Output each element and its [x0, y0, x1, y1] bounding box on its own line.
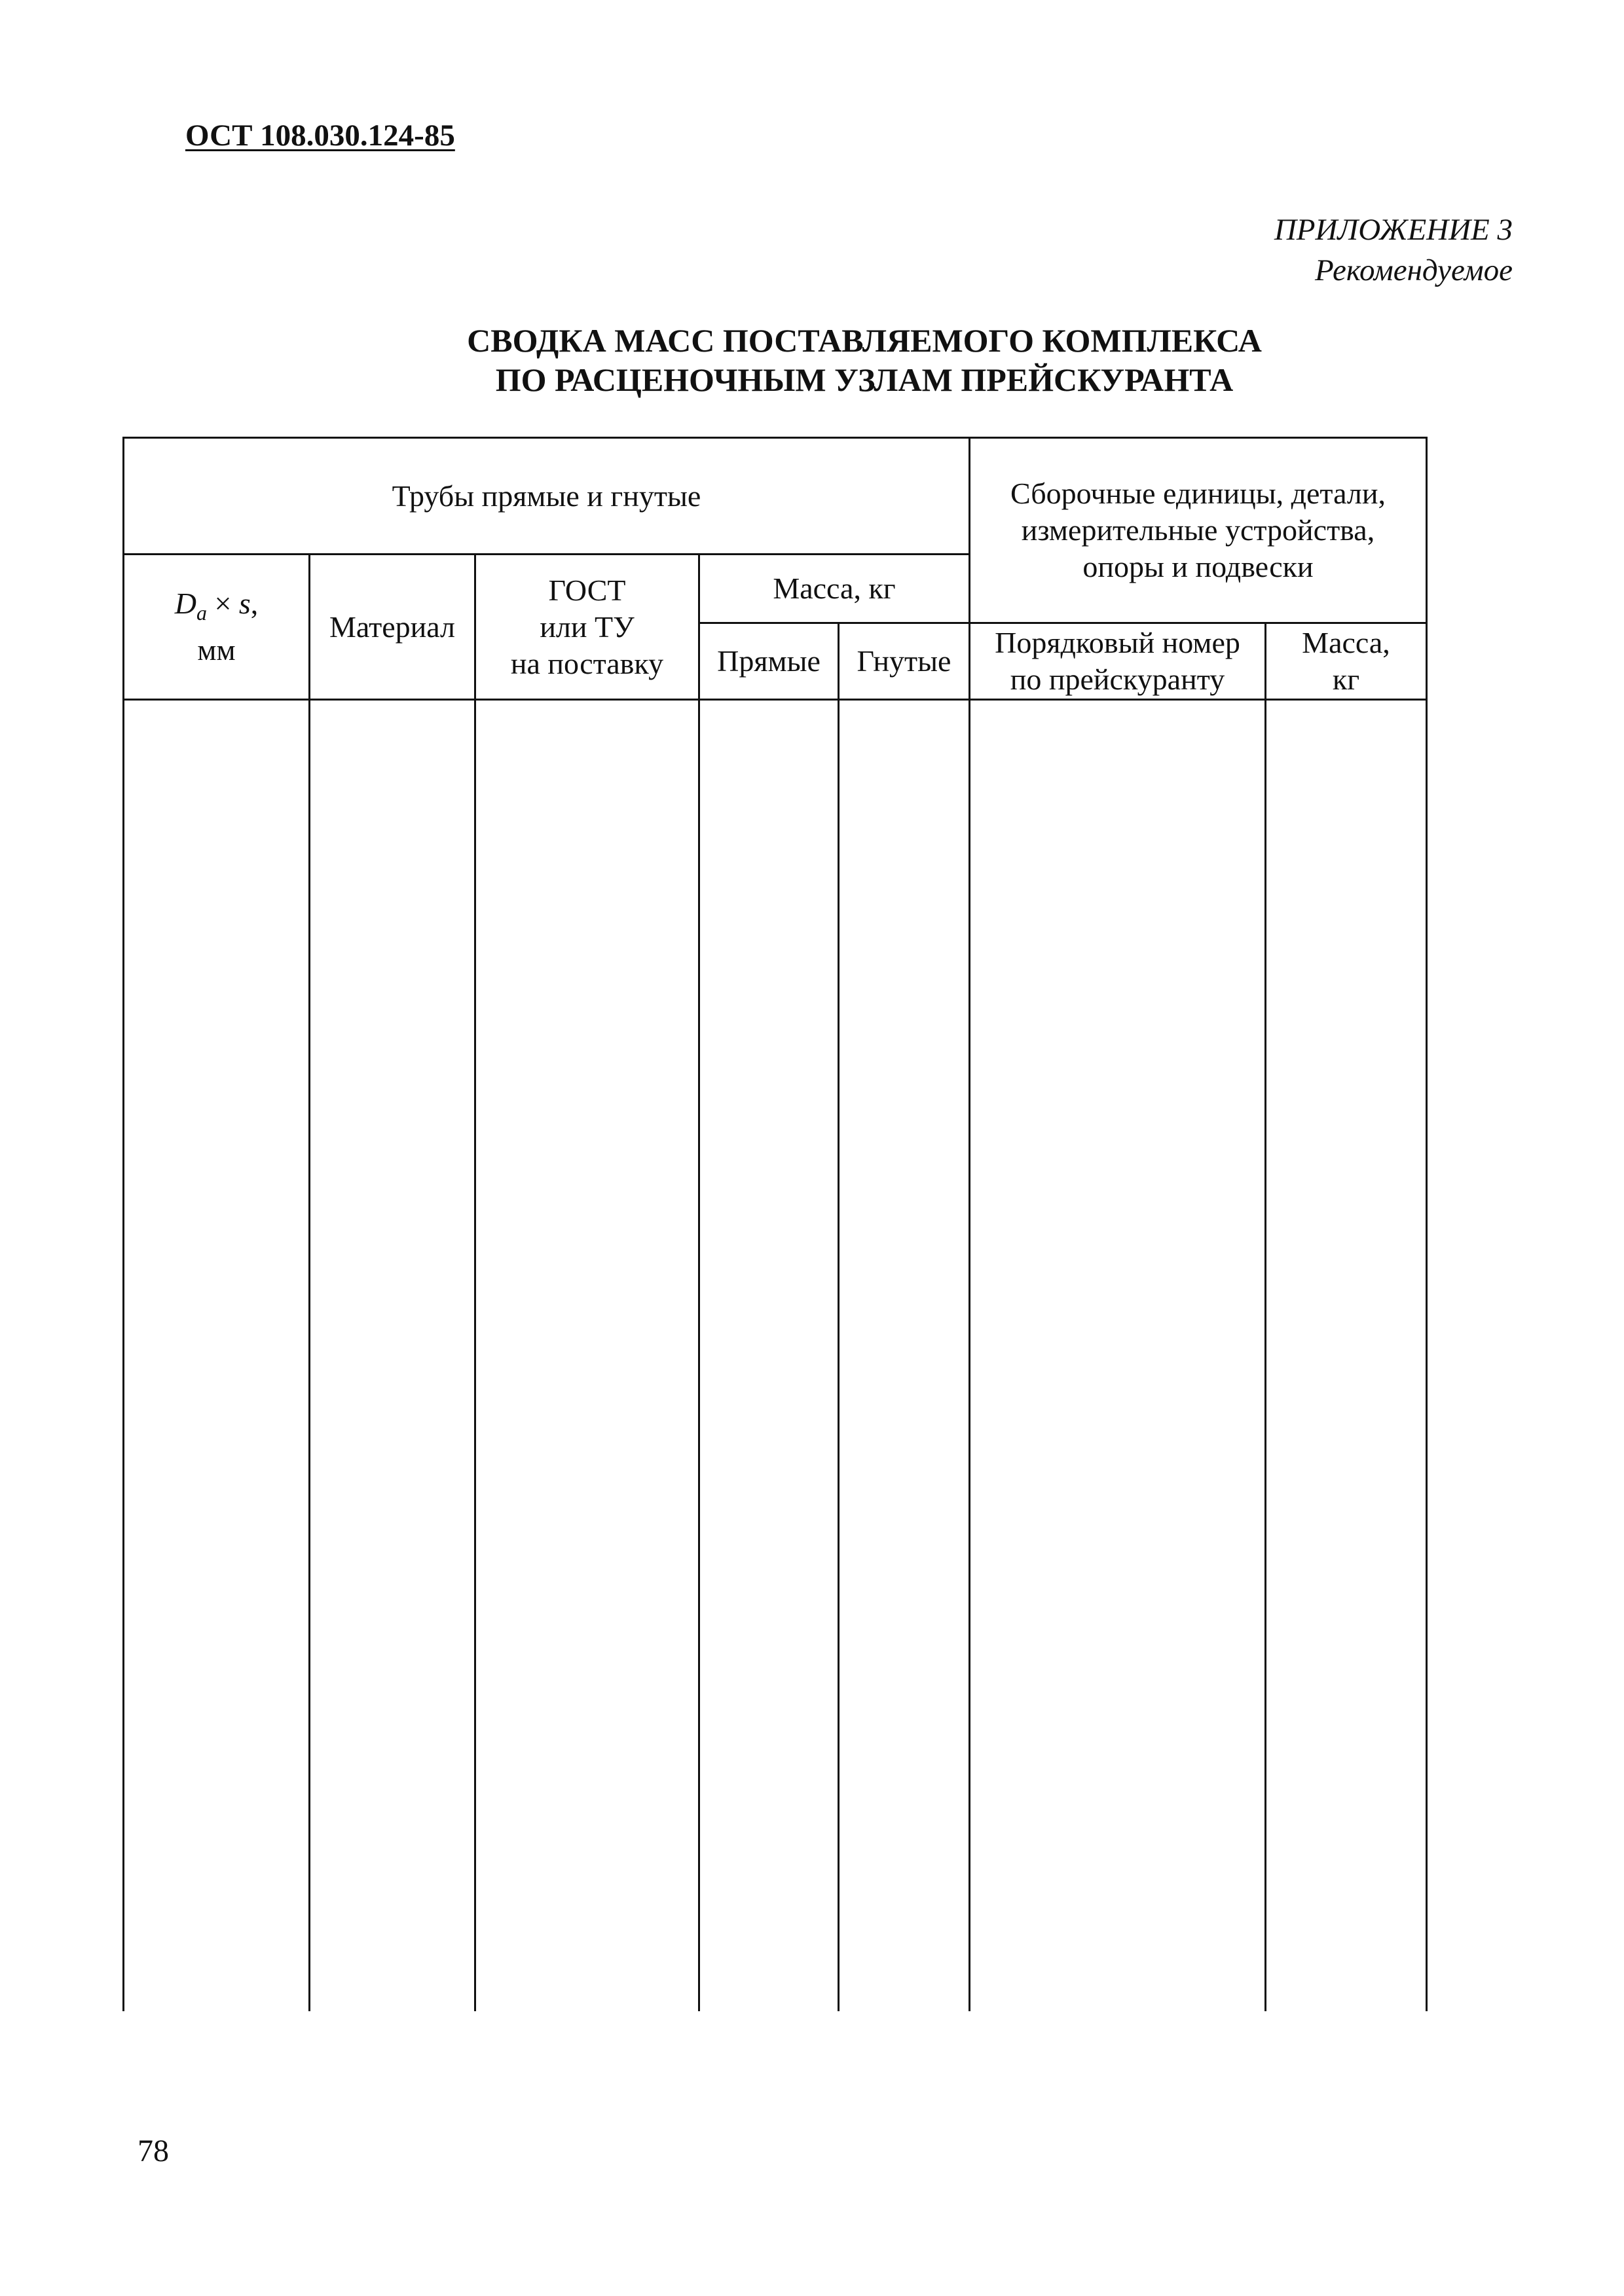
col-divider-material	[308, 553, 310, 2011]
page-number: 78	[138, 2134, 169, 2168]
col-divider-assembly-mass	[1264, 622, 1266, 2011]
assemblies-label-line-3: опоры и подвески	[1082, 550, 1314, 583]
col-divider-standard	[474, 553, 476, 2011]
assemblies-label-line-2: измерительные устройства,	[1021, 513, 1375, 547]
header-straight	[700, 624, 838, 699]
col-divider-mass	[698, 553, 700, 2011]
price-number-line-1: Порядковый номер	[995, 626, 1240, 659]
table-right-border	[1426, 437, 1428, 2011]
header-standard	[476, 555, 698, 699]
standard-label-line-2: или ТУ	[540, 610, 635, 644]
dimension-formula: $D_a \times s$,	[174, 587, 259, 625]
standard-code: ОСТ 108.030.124-85	[185, 118, 455, 153]
dimension-unit: мм	[197, 632, 236, 666]
material-label: Материал	[329, 610, 456, 644]
header-assembly-mass	[1266, 624, 1426, 699]
price-number-line-2: по прейскуранту	[1010, 663, 1225, 696]
header-material	[310, 555, 474, 699]
title-line-1: СВОДКА МАСС ПОСТАВЛЯЕМОГО КОМПЛЕКСА	[467, 322, 1262, 359]
bent-label: Гнутые	[857, 644, 951, 678]
header-assemblies-group	[970, 439, 1426, 622]
header-dimension	[124, 555, 308, 699]
appendix-status: Рекомендуемое	[1314, 253, 1513, 287]
header-bent	[840, 624, 969, 699]
assembly-mass-line-1: Масса,	[1302, 626, 1390, 659]
standard-label-line-1: ГОСТ	[548, 573, 626, 607]
standard-label-line-3: на поставку	[510, 646, 664, 680]
header-mass-group	[700, 555, 969, 622]
pipes-group-label: Трубы прямые и гнутые	[392, 479, 701, 513]
straight-label: Прямые	[717, 644, 821, 678]
mass-group-label: Масса, кг	[773, 572, 896, 605]
appendix-label: ПРИЛОЖЕНИЕ 3	[1274, 213, 1513, 247]
header-bottom-rule	[122, 699, 1428, 701]
col-divider-bent	[838, 622, 840, 2011]
assembly-mass-line-2: кг	[1332, 663, 1360, 696]
title-line-2: ПО РАСЦЕНОЧНЫМ УЗЛАМ ПРЕЙСКУРАНТА	[495, 361, 1234, 398]
header-pipes-group	[124, 439, 969, 553]
header-price-number	[970, 624, 1264, 699]
assemblies-label-line-1: Сборочные единицы, детали,	[1010, 477, 1386, 510]
